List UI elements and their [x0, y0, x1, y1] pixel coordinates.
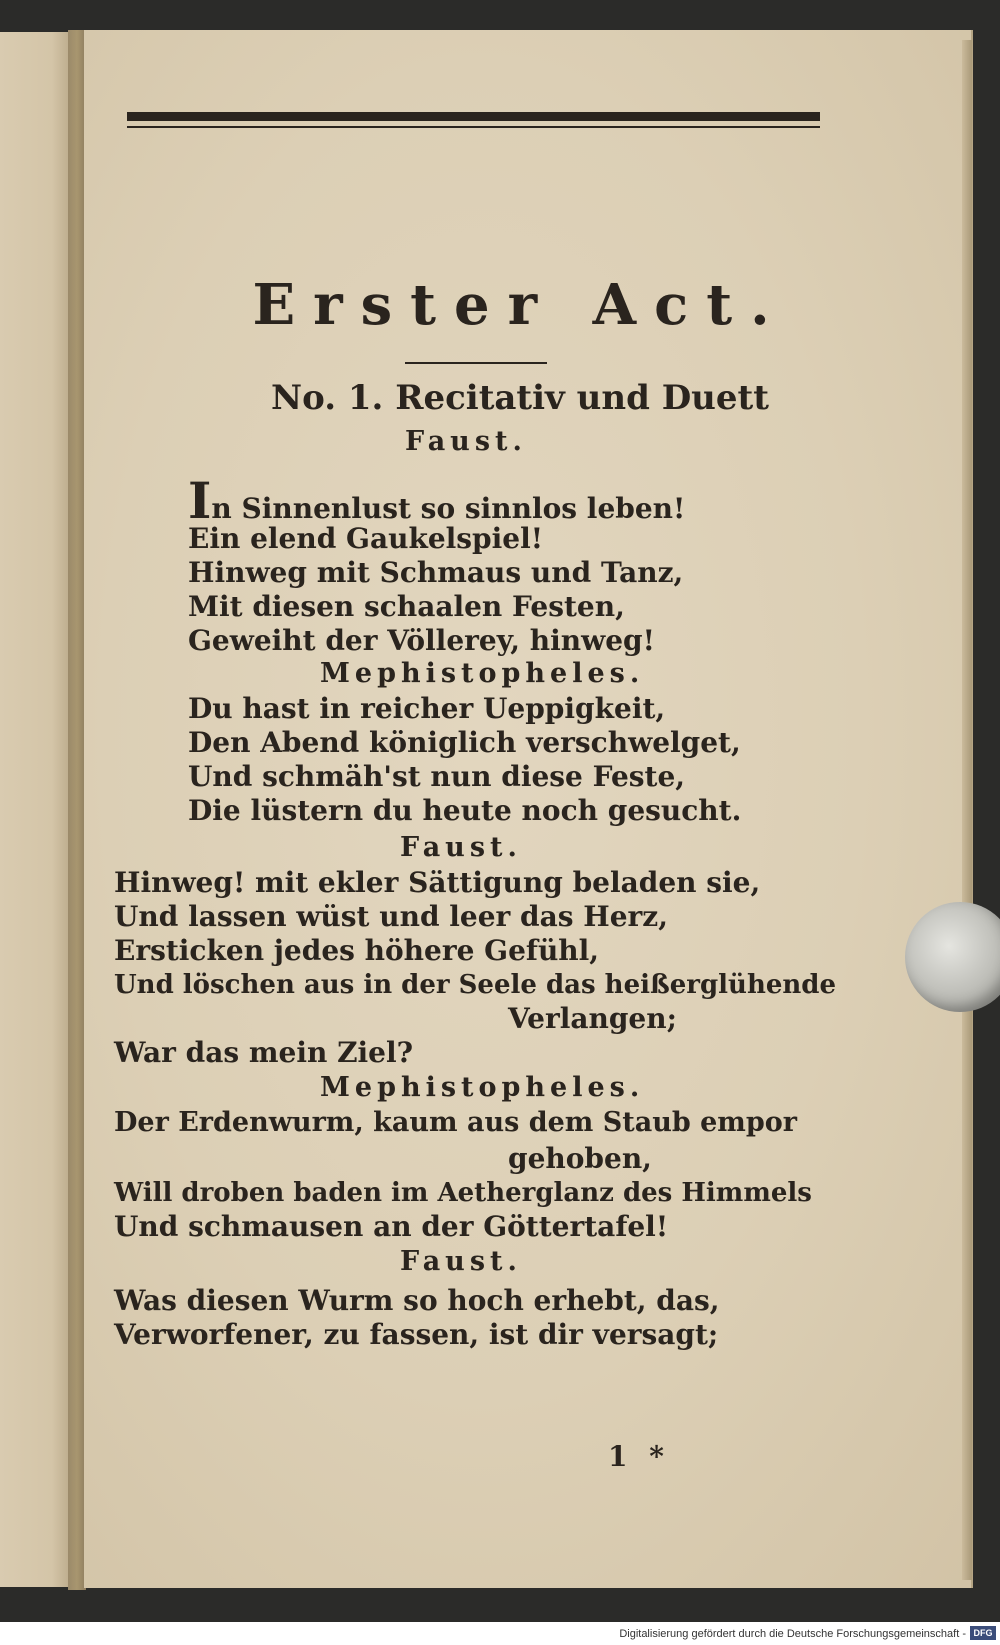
speaker-label: Mephistopheles.: [320, 1072, 645, 1103]
page-fore-edge: [962, 40, 972, 1580]
verse-line: Den Abend königlich verschwelget,: [188, 726, 741, 759]
verse-line: War das mein Ziel?: [114, 1036, 414, 1069]
verse-line: Und schmausen an der Göttertafel!: [114, 1210, 669, 1243]
footer-credit: Digitalisierung gefördert durch die Deutsche Forschungsgemeinschaft -: [619, 1628, 966, 1640]
speaker-label: Faust.: [405, 426, 527, 457]
act-title: Erster Act.: [252, 272, 788, 338]
speaker-label: Faust.: [400, 832, 522, 863]
verse-line: Hinweg mit Schmaus und Tanz,: [188, 556, 684, 589]
verse-line: Will droben baden im Aetherglanz des Himmels: [114, 1178, 812, 1208]
verse-line: Geweiht der Völlerey, hinweg!: [188, 624, 655, 657]
verse-line: Hinweg! mit ekler Sättigung beladen sie,: [114, 866, 761, 899]
verse-line: Der Erdenwurm, kaum aus dem Staub empor: [114, 1107, 797, 1138]
verse-line-continuation: Verlangen;: [508, 1002, 677, 1035]
drop-cap: I: [188, 471, 212, 530]
signature-mark: 1 *: [608, 1440, 670, 1473]
verse-line: Ein elend Gaukelspiel!: [188, 522, 544, 555]
verse-line: Was diesen Wurm so hoch erhebt, das,: [114, 1284, 720, 1317]
verse-line-dropcap: [188, 471, 686, 530]
title-underline: [405, 362, 547, 364]
speaker-label: Mephistopheles.: [320, 658, 645, 689]
verse-line: Und schmäh'st nun diese Feste,: [188, 760, 686, 793]
verse-line: Ersticken jedes höhere Gefühl,: [114, 934, 600, 967]
verse-line-rest: n Sinnenlust so sinnlos leben!: [211, 492, 686, 525]
number-heading: No. 1. Recitativ und Duett: [271, 378, 769, 418]
verse-line: Und löschen aus in der Seele das heißerglühende: [114, 970, 837, 1000]
verse-line: Du hast in reicher Ueppigkeit,: [188, 692, 666, 725]
verse-line: Mit diesen schaalen Festen,: [188, 590, 625, 623]
verse-line: Die lüstern du heute noch gesucht.: [188, 794, 742, 827]
dfg-logo: DFG: [970, 1626, 996, 1640]
speaker-label: Faust.: [400, 1246, 522, 1277]
verse-line: Verworfener, zu fassen, ist dir versagt;: [114, 1318, 719, 1351]
header-rule-thin: [127, 126, 820, 128]
header-rule-thick: [127, 112, 820, 121]
left-page-edge: [0, 32, 74, 1587]
verse-line-continuation: gehoben,: [508, 1142, 652, 1175]
verse-line: Und lassen wüst und leer das Herz,: [114, 900, 668, 933]
